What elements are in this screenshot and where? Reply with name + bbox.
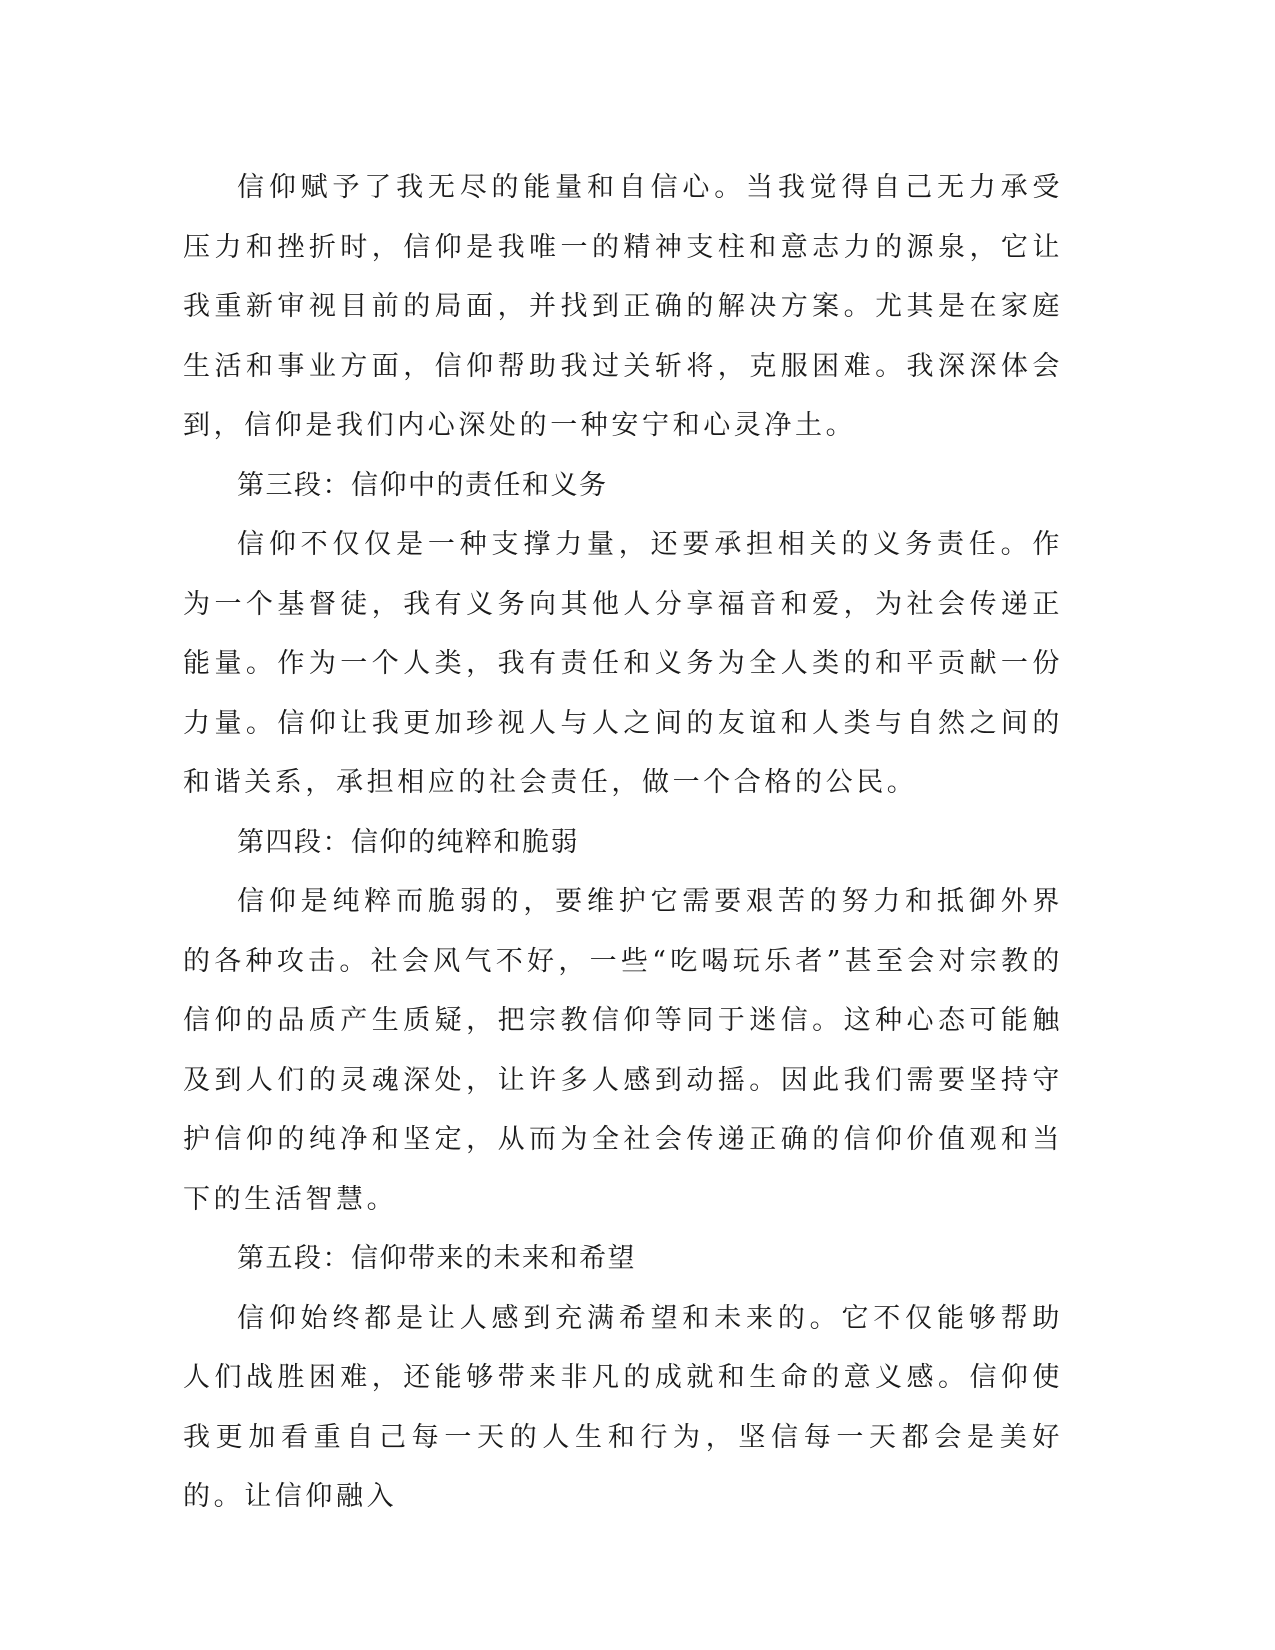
section-heading-4: 第四段：信仰的纯粹和脆弱 (237, 826, 579, 858)
paragraph-future-hope: 信仰始终都是让人感到充满希望和未来的。它不仅能够帮助人们战胜困难，还能够带来非凡的成就和生命的意义感。信仰使我更加看重自己每一天的人生和行为，坚信每一天都会是美好的。让信仰融入 (183, 1302, 1063, 1512)
paragraph-faith-energy: 信仰赋予了我无尽的能量和自信心。当我觉得自己无力承受压力和挫折时，信仰是我唯一的精神支柱和意志力的源泉，它让我重新审视目前的局面，并找到正确的解决方案。尤其是在家庭生活和事业方面，信仰帮助我过关斩将，克服困难。我深深体会到，信仰是我们内心深处的一种安宁和心灵净土。 (183, 172, 1063, 441)
section-heading-5: 第五段：信仰带来的未来和希望 (237, 1243, 636, 1274)
paragraph-purity: 信仰是纯粹而脆弱的，要维护它需要艰苦的努力和抵御外界的各种攻击。社会风气不好，一些“吃喝玩乐者”甚至会对宗教的信仰的品质产生质疑，把宗教信仰等同于迷信。这种心态可能触及到人们的灵魂深处，让许多人感到动摇。因此我们需要坚持守护信仰的纯净和坚定，从而为全社会传递正确的信仰价值观和当下的生活智慧。 (183, 886, 1063, 1215)
section-heading-3: 第三段：信仰中的责任和义务 (237, 469, 608, 501)
paragraph-responsibility: 信仰不仅仅是一种支撑力量，还要承担相关的义务责任。作为一个基督徒，我有义务向其他人分享福音和爱，为社会传递正能量。作为一个人类，我有责任和义务为全人类的和平贡献一份力量。信仰让我更加珍视人与人之间的友谊和人类与自然之间的和谐关系，承担相应的社会责任，做一个合格的公民。 (183, 529, 1063, 798)
document-body (183, 158, 1063, 1527)
